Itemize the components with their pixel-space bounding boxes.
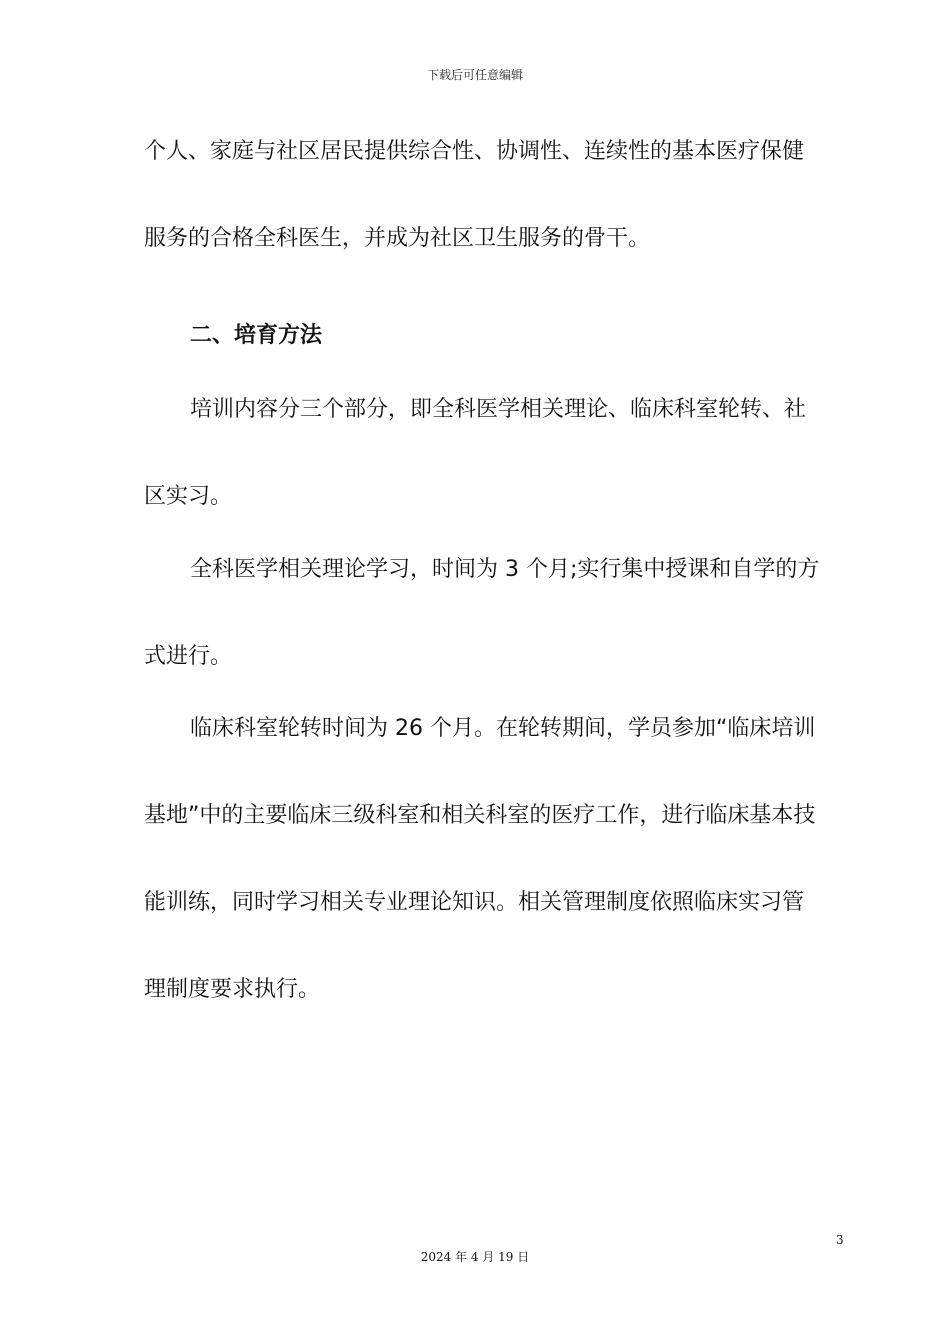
paragraph-line: 区实习。 bbox=[144, 484, 233, 509]
section-heading: 二、培育方法 bbox=[190, 323, 323, 348]
paragraph-line: 个人、家庭与社区居民提供综合性、协调性、连续性的基本医疗保健 bbox=[144, 139, 805, 164]
paragraph-line: 基地”中的主要临床三级科室和相关科室的医疗工作，进行临床基本技 bbox=[144, 803, 816, 828]
paragraph-line: 理制度要求执行。 bbox=[144, 977, 321, 1002]
footer-date: 2024 年 4 月 19 日 bbox=[420, 1250, 530, 1264]
paragraph-line: 培训内容分三个部分，即全科医学相关理论、临床科室轮转、社 bbox=[190, 397, 807, 422]
page-header: 下载后可任意编辑 bbox=[426, 68, 523, 82]
paragraph-line: 能训练，同时学习相关专业理论知识。相关管理制度依照临床实习管 bbox=[144, 890, 805, 915]
paragraph-line: 式进行。 bbox=[144, 644, 233, 669]
paragraph-line: 服务的合格全科医生，并成为社区卫生服务的骨干。 bbox=[144, 226, 651, 251]
page-number: 3 bbox=[836, 1233, 844, 1247]
paragraph-line: 全科医学相关理论学习，时间为 3 个月;实行集中授课和自学的方 bbox=[190, 557, 820, 582]
paragraph-line: 临床科室轮转时间为 26 个月。在轮转期间，学员参加“临床培训 bbox=[190, 716, 816, 741]
